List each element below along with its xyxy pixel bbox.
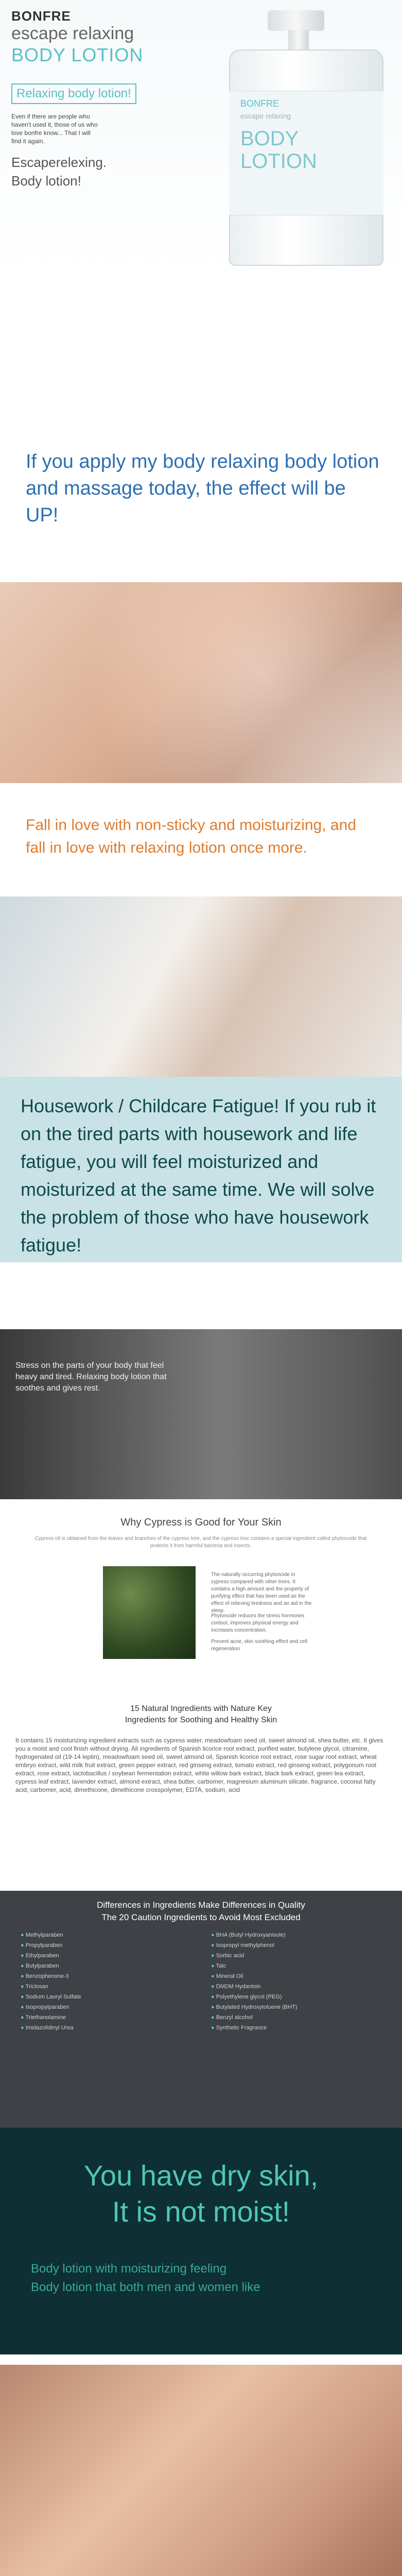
body-lotion-label: Body lotion! <box>11 173 81 189</box>
dry-sub-1: Body lotion with moisturizing feeling <box>31 2262 227 2276</box>
left-item-label: Isopropylparaben <box>25 2004 69 2010</box>
yoga-section <box>0 1329 402 1499</box>
right-item-label: Butylated Hydroxytoluene (BHT) <box>216 2004 298 2010</box>
check-icon: ● <box>211 2004 216 2010</box>
hero-line-2: BODY LOTION <box>11 44 144 65</box>
right-item-9 <box>211 2025 381 2035</box>
check-icon: ● <box>21 2014 26 2021</box>
left-item-3 <box>21 1963 190 1973</box>
effect-section <box>0 443 402 562</box>
dry-line-1: You have dry skin, <box>83 2159 319 2192</box>
left-item-label: Sodium Lauryl Sulfate <box>25 1994 81 2000</box>
bottle-pump <box>268 10 324 31</box>
yoga-text: Stress on the parts of your body that feel heavy and tired. Relaxing body lotion that soothes and gives rest. <box>15 1361 167 1393</box>
right-item-8 <box>211 2014 381 2025</box>
difference-title-1: Differences in Ingredients Make Differences in Quality <box>97 1900 305 1910</box>
check-icon: ● <box>21 1942 26 1948</box>
right-item-5 <box>211 1984 381 1994</box>
check-icon: ● <box>21 1984 26 1990</box>
left-item-label: Triethanolamine <box>25 2014 66 2021</box>
dry-sub-2: Body lotion that both men and women like <box>31 2280 260 2294</box>
back-massage-section <box>0 2365 402 2576</box>
left-item-2 <box>21 1953 190 1963</box>
check-icon: ● <box>211 1953 216 1959</box>
relaxing-tag <box>11 83 136 104</box>
difference-list-left <box>21 1932 190 2035</box>
right-item-label: Benzyl alcohol <box>216 2014 253 2021</box>
dry-skin-section <box>0 2128 402 2354</box>
left-item-1 <box>21 1942 190 1953</box>
bottle-name: BODY LOTION <box>240 127 317 173</box>
check-icon: ● <box>211 1963 216 1969</box>
left-item-7 <box>21 2004 190 2014</box>
bottle-neck <box>288 30 309 50</box>
right-item-6 <box>211 1994 381 2004</box>
right-item-label: Talc <box>216 1963 226 1969</box>
bottle-sub: escape relaxing <box>240 112 291 120</box>
right-item-1 <box>211 1942 381 1953</box>
ingredients-section <box>0 1700 402 1855</box>
bottle-brand: BONFRE <box>240 98 279 109</box>
dry-line-2: It is not moist! <box>112 2195 290 2228</box>
right-item-7 <box>211 2004 381 2014</box>
check-icon: ● <box>21 1994 26 2000</box>
check-icon: ● <box>21 2025 26 2031</box>
fall-section <box>0 799 402 891</box>
fatigue-section <box>0 1077 402 1262</box>
check-icon: ● <box>211 1942 216 1948</box>
left-item-4 <box>21 1973 190 1984</box>
bottle-image <box>229 49 383 266</box>
check-icon: ● <box>211 2014 216 2021</box>
right-item-label: Sorbic acid <box>216 1953 244 1959</box>
right-item-label: Polyethylene glycol (PEG) <box>216 1994 282 2000</box>
lotion-hands-section <box>0 896 402 1077</box>
cypress-title: Why Cypress is Good for Your Skin <box>120 1517 282 1528</box>
cypress-paragraph: Cypress oil is obtained from the leaves and branches of the cypress tree, and the cypress tree contains a special ingredient called phytoncide that protects it from harmful bacteria and insects. <box>34 1536 367 1549</box>
check-icon: ● <box>211 1994 216 2000</box>
left-item-6 <box>21 1994 190 2004</box>
hero-line-1: escape relaxing <box>11 24 134 43</box>
massage-photo-section <box>0 582 402 783</box>
escape-label: Escaperelexing. <box>11 155 107 170</box>
ingredients-title-2: Ingredients for Soothing and Healthy Skin <box>125 1716 277 1724</box>
relaxing-tag-text: Relaxing body lotion! <box>16 87 131 100</box>
left-item-5 <box>21 1984 190 1994</box>
right-item-label: BHA (Butyl Hydroxyanisole) <box>216 1932 286 1938</box>
check-icon: ● <box>211 2025 216 2031</box>
cypress-section <box>0 1510 402 1700</box>
difference-title-2: The 20 Caution Ingredients to Avoid Most Excluded <box>101 1912 301 1922</box>
check-icon: ● <box>211 1973 216 1979</box>
check-icon: ● <box>21 1953 26 1959</box>
right-item-0 <box>211 1932 381 1942</box>
right-item-label: Isopropyl methylphenol <box>216 1942 274 1948</box>
back-massage-photo <box>0 2365 402 2576</box>
left-item-label: Methylparaben <box>25 1932 63 1938</box>
lotion-hands-photo <box>0 896 402 1077</box>
cypress-right-2: Phytoncide reduces the stress hormones cortisol, improves physical energy and increases concentration. <box>211 1613 305 1633</box>
cypress-photo <box>103 1566 196 1659</box>
left-item-8 <box>21 2014 190 2025</box>
right-item-label: Synthetic Fragrance <box>216 2025 267 2031</box>
right-item-label: Mineral Oil <box>216 1973 243 1979</box>
left-item-label: Triclosan <box>25 1984 48 1990</box>
massage-photo <box>0 582 402 783</box>
hero-section <box>0 0 402 278</box>
check-icon: ● <box>21 1973 26 1979</box>
left-item-9 <box>21 2025 190 2035</box>
yoga-photo <box>0 1329 402 1499</box>
left-item-0 <box>21 1932 190 1942</box>
left-item-label: Benzophenone-3 <box>25 1973 69 1979</box>
difference-section <box>0 1891 402 2128</box>
fall-text: Fall in love with non-sticky and moisturizing, and fall in love with relaxing lotion once more. <box>26 817 356 856</box>
fatigue-text: Housework / Childcare Fatigue! If you rub it on the tired parts with housework and life fatigue, you will feel moisturized and moisturized at the same time. We will solve the problem of those who have housework fatigue! <box>21 1095 376 1256</box>
check-icon: ● <box>21 1963 26 1969</box>
hero-intro: Even if there are people who haven't used it, those of us who love bonfre know... That I will find it again. <box>11 113 98 145</box>
check-icon: ● <box>21 2004 26 2010</box>
ingredients-title-1: 15 Natural Ingredients with Nature Key <box>130 1704 272 1713</box>
check-icon: ● <box>21 1932 26 1938</box>
bottle-label <box>229 91 383 215</box>
cypress-right-1: The naturally occurring phytoncide in cypress compared with other trees. It contains a high amount and the property of purifying effect that has been used as the effect of relieving tiredness and an aid in the sleep. <box>211 1572 312 1614</box>
effect-text: If you apply my body relaxing body lotion and massage today, the effect will be UP! <box>26 451 379 526</box>
right-item-label: DMDM Hydantoin <box>216 1984 261 1990</box>
right-item-4 <box>211 1973 381 1984</box>
cypress-right-3: Prevent acne, skin soothing effect and cell regeneration <box>211 1639 308 1652</box>
left-item-label: Imidazolidinyl Urea <box>25 2025 74 2031</box>
brand-title: BONFRE <box>11 8 71 24</box>
left-item-label: Propylparaben <box>25 1942 63 1948</box>
check-icon: ● <box>211 1984 216 1990</box>
right-item-2 <box>211 1953 381 1963</box>
ingredients-body: It contains 15 moisturizing ingredient extracts such as cypress water, meadowfoam seed oil, sweet almond oil, shea butter, etc. It gives you a moist and cool finish without drying. All ingredients of Spanish licorice root extract, purified water, butylene glycol, citramine, hydrogenated oil (19-14 leptin), meadowfoam seed oil, sweet almond oil, Spanish licorice root extract, rose sugar root extract, wheat embryo extract, wild milk fruit extract, green pepper extract, red ginseng extract, tomato extract, red ginseng extract, polygonum root extract, rose extract, lactobacillus / soybean fermentation extract, white willow bark extract, black bark extract, green tea extract, cypress leaf extract, lavender extract, almond extract, shea butter, carbomer, magnesium aluminum silicate, fragrance, coconut fatty acid, carbomer, acid, dimethicone, dimethicone crosspolymer, EDTA, sodium, acid <box>15 1737 383 1793</box>
left-item-label: Ethylparaben <box>25 1953 59 1959</box>
check-icon: ● <box>211 1932 216 1938</box>
right-item-3 <box>211 1963 381 1973</box>
left-item-label: Butylparaben <box>25 1963 59 1969</box>
difference-list-right <box>211 1932 381 2035</box>
